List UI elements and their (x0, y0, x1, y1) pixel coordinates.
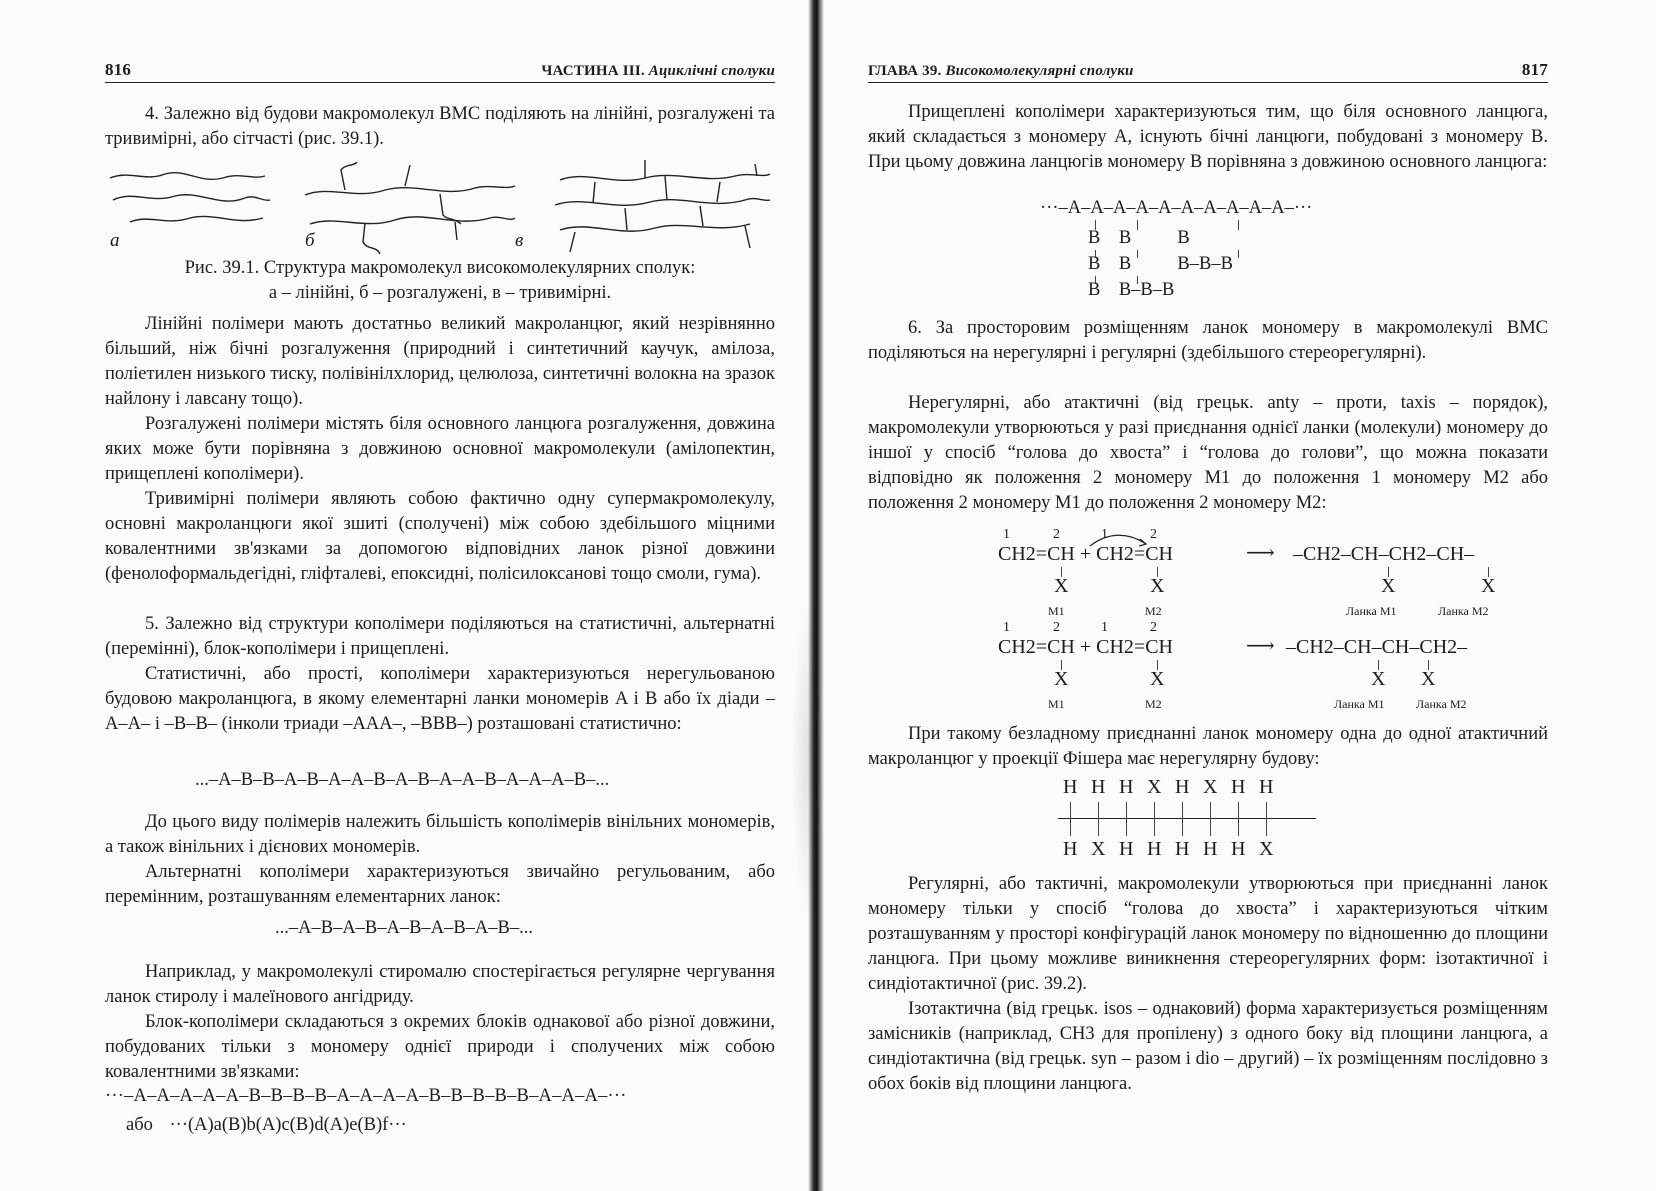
fischer-top-substituent: H (1231, 776, 1246, 798)
para-fischer: При такому безладному приєднанні ланок мономеру одна до одної атактичний макроланцюг у проекції Фішера має нерегулярну будову: (868, 724, 1548, 769)
rxn1-locant: 1 (1101, 527, 1108, 542)
rxn1-unit2: Ланка M2 (1438, 604, 1489, 618)
para-linear-polymers: Лінійні полімери мають достатньо великий макроланцюг, який незрівнянно більший, ніж бічні розгалуження (природний і синтетичний каучук, амілоза, поліетилен низького тиску, полівінілхлорид, целюлоза, синтетичні волокна на зразок найлону і лавсану тощо). (105, 314, 775, 409)
fischer-top-substituent: H (1175, 776, 1190, 798)
rxn2-locant: 2 (1150, 620, 1157, 635)
left-page (0, 0, 800, 1191)
statistical-sequence: ...–A–B–B–A–B–A–A–B–A–B–A–A–B–A–A–A–B–... (195, 770, 610, 790)
fischer-bottom-substituent: X (1091, 838, 1106, 860)
right-page-number: 817 (1521, 60, 1548, 79)
para-spatial: 6. За просторовим розміщенням ланок мономеру в макромолекулі ВМС поділяються на нерегулярні і регулярні (здебільшого стереорегулярні). (868, 318, 1548, 363)
rxn1-m2: M2 (1145, 604, 1162, 618)
rxn2-locant: 2 (1053, 620, 1060, 635)
rxn2-x: X (1150, 668, 1165, 690)
left-running-title: ЧАСТИНА ІІІ. Ациклічні сполуки (541, 63, 775, 79)
rxn2-product: –CH2–CH–CH–CH2– (1286, 636, 1468, 658)
figure-39-1-drawing (105, 160, 775, 260)
figure-label-a: а (110, 230, 120, 251)
linear-chain-1 (110, 173, 265, 180)
right-running-title: ГЛАВА 39. Високомолекулярні сполуки (868, 63, 1134, 79)
figure-caption (105, 256, 775, 306)
para-block: Блок-кополімери складаються з окремих блоків однакової або різної довжини, побудованих тільки з мономеру однієї природи і сполучених між собою ковалентними зв'язками: (105, 1012, 775, 1082)
para-atactic: Нерегулярні, або атактичні (від грецьк. anty – проти, taxis – порядок), макромолекули утворюються у разі приєднання однієї ланки (молекули) мономеру до іншої у спосіб “голова до хвоста” і “голова до голови”, що можна показати відповідно як положення 2 мономеру M1 до положення 1 мономеру M2 або положення 2 мономеру M1 до положення 2 мономеру M2: (868, 393, 1548, 513)
figure-label-b: б (305, 230, 315, 251)
fischer-bond (1238, 802, 1239, 836)
para-grafted: Прищеплені кополімери характеризуються тим, що біля основного ланцюга, який складається з мономеру A, існують бічні ланцюги, побудовані з мономеру B. При цьому довжина ланцюгів мономеру B порівняна з довжиною основного ланцюга: (868, 102, 1548, 172)
rxn2-unit2: Ланка M2 (1416, 697, 1467, 711)
block-sequence: ···–A–A–A–A–A–B–B–B–B–A–A–A–A–B–B–B–B–B–A–A–A–··· (105, 1086, 627, 1106)
para-copolymer-types: 5. Залежно від структури кополімери поділяються на статистичні, альтернатні (перемінні), блок-кополімери і прищеплені. (105, 614, 775, 659)
caption-line-1: Рис. 39.1. Структура макромолекул високомолекулярних сполук: (184, 258, 696, 278)
fischer-bottom-substituent: H (1203, 838, 1218, 860)
rxn2-unit1: Ланка M1 (1334, 697, 1385, 711)
rxn2-locant: 1 (1003, 620, 1010, 635)
fischer-bottom-substituent: X (1259, 838, 1274, 860)
fischer-backbone (1058, 818, 1316, 819)
rxn1-x: X (1150, 575, 1165, 597)
fischer-bond (1210, 802, 1211, 836)
para-branched-polymers: Розгалужені полімери містять біля основного ланцюга розгалуження, довжина яких може бути порівняна з довжиною основної макромолекули (амілопектин, прищеплені кополімери). (105, 414, 775, 484)
fischer-projection (1058, 776, 1358, 866)
rxn1-x: X (1054, 575, 1069, 597)
fischer-bond (1126, 802, 1127, 836)
caption-line-2: а – лінійні, б – розгалужені, в – тривимірні. (268, 283, 612, 303)
rxn2-x: X (1421, 668, 1436, 690)
fischer-top-substituent: H (1091, 776, 1106, 798)
fischer-bottom-substituent: H (1119, 838, 1134, 860)
para-tactic: Регулярні, або тактичні, макромолекули утворюються при приєднанні ланок мономеру тільки у спосіб “голова до хвоста” і характеризуються чітким розташуванням у просторі конфігурацій ланок мономеру по відношенню до площини ланцюга. При цьому можливе виникнення стереорегулярних форм: ізотактичної і синдіотактичної (рис. 39.2). (868, 874, 1548, 994)
rxn1-locant: 2 (1150, 527, 1157, 542)
fischer-bond (1182, 802, 1183, 836)
rxn1-product: –CH2–CH–CH2–CH– (1293, 543, 1475, 565)
rxn2-reactants: CH2=CH + CH2=CH (998, 636, 1173, 658)
block-formula: ···(A)a(B)b(A)c(B)d(A)e(B)f··· (169, 1115, 407, 1135)
fischer-top-substituent: X (1203, 776, 1218, 798)
graft-side-row-3: B B–B–B (1088, 280, 1175, 300)
graft-side-row-2: B B B–B–B (1088, 254, 1233, 274)
fischer-bond (1266, 802, 1267, 836)
fischer-bond (1070, 802, 1071, 836)
graft-main-chain: ···–A–A–A–A–A–A–A–A–A–A–··· (1040, 198, 1313, 218)
rxn1-reactants: CH2=CH + CH2=CH (998, 543, 1173, 565)
fischer-bond (1154, 802, 1155, 836)
rxn1-locant: 1 (1003, 527, 1010, 542)
para-3d-polymers: Тривимірні полімери являють собою фактично одну супермакромолекулу, основні макроланцюги якої зшиті (сполучені) між собою здебільшого міцними ковалентними зв'язками за допомогою відповідних ланок різної довжини (фенолоформальдегідні, гліфталеві, епоксидні, полісилоксанові тощо смоли, гума). (105, 489, 775, 584)
rxn2-locant: 1 (1101, 620, 1108, 635)
branched-main (305, 186, 515, 195)
graft-side-row-1: B B B (1088, 228, 1190, 248)
fischer-top-substituent: H (1119, 776, 1134, 798)
figure-label-c: в (515, 230, 524, 251)
para-vinyl: До цього виду полімерів належить більшість кополімерів вінільних мономерів, а також вінільних і дієнових мономерів. (105, 812, 775, 857)
rxn2-arrow: ⟶ (1246, 635, 1275, 657)
rxn1-x: X (1381, 575, 1396, 597)
right-page (868, 0, 1656, 1191)
rxn2-x: X (1371, 668, 1386, 690)
para-isotactic: Ізотактична (від грецьк. isos – однаковий) форма характеризується розміщенням замісників (наприклад, CH3 для пропілену) з одного боку від площини ланцюга, а синдіотактична (від грецьк. syn – разом і dio – другий) – їх розміщенням послідовно з обох боків від площини ланцюга. (868, 999, 1548, 1094)
rxn2-m2: M2 (1145, 697, 1162, 711)
para-structure-intro: 4. Залежно від будови макромолекул ВМС поділяють на лінійні, розгалужені та тривимірні, або сітчасті (рис. 39.1). (105, 104, 775, 149)
linear-chain-2 (113, 195, 270, 201)
fischer-bottom-substituent: H (1175, 838, 1190, 860)
rxn2-m1: M1 (1048, 697, 1065, 711)
rxn1-locant: 2 (1053, 527, 1060, 542)
fischer-bottom-substituent: H (1147, 838, 1162, 860)
rxn2-x: X (1054, 668, 1069, 690)
rxn1-arrow: ⟶ (1246, 542, 1275, 564)
left-running-head (105, 58, 775, 83)
rxn1-unit1: Ланка M1 (1346, 604, 1397, 618)
or-word: або (126, 1115, 153, 1135)
fischer-bottom-substituent: H (1231, 838, 1246, 860)
right-running-head (868, 58, 1548, 83)
fischer-top-substituent: H (1063, 776, 1078, 798)
para-alternating: Альтернатні кополімери характеризуються звичайно регульованим, або перемінним, розташуванням елементарних ланок: (105, 862, 775, 907)
fischer-bond (1098, 802, 1099, 836)
fischer-top-substituent: X (1147, 776, 1162, 798)
rxn1-m1: M1 (1048, 604, 1065, 618)
fischer-bottom-substituent: H (1063, 838, 1078, 860)
rxn1-x: X (1481, 575, 1496, 597)
block-formula-line (126, 1115, 407, 1136)
graft-bond (1238, 220, 1239, 230)
alternating-sequence: ...–A–B–A–B–A–B–A–B–A–B–... (275, 918, 533, 938)
fischer-top-substituent: H (1259, 776, 1274, 798)
linear-chain-3 (130, 216, 263, 222)
graft-bond (1238, 250, 1239, 258)
book-spine-shadow (808, 0, 824, 1191)
para-styromal: Наприклад, у макромолекулі стиромалю спостерігається регулярне чергування ланок стиролу і малеїнового ангідриду. (105, 962, 775, 1007)
left-page-number: 816 (105, 60, 132, 79)
para-statistical: Статистичні, або прості, кополімери характеризуються нерегульованою будовою макроланцюга, в якому елементарні ланки мономерів A і B або їх діади –A–A– і –B–B– (інколи триади –AAA–, –BBB–) розташовані статистично: (105, 664, 776, 734)
